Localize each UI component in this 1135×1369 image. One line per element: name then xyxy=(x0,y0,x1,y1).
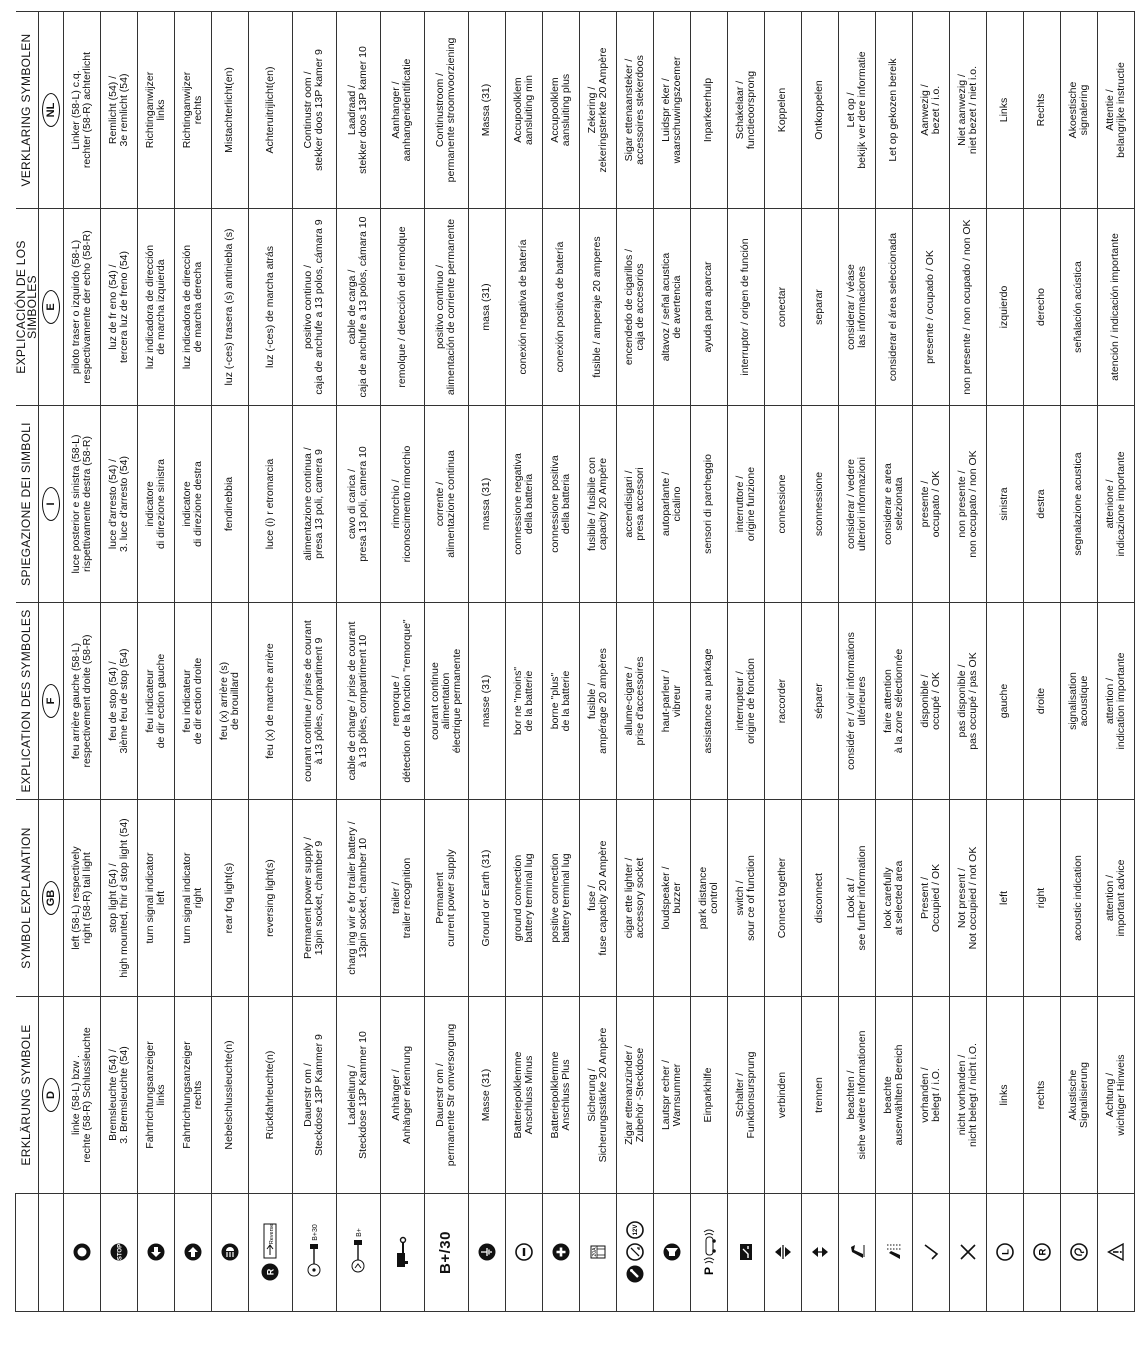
fuse-icon xyxy=(589,1244,607,1262)
warning-icon xyxy=(1107,1244,1125,1262)
description-lang-e: encendedo de cigarillos / caja de accesorios xyxy=(616,209,653,406)
svg-text:12V: 12V xyxy=(632,1225,639,1236)
svg-text:R: R xyxy=(265,1269,276,1276)
symbol-row xyxy=(542,12,579,1312)
description-lang-i: massa (31) xyxy=(468,406,505,603)
description-lang-f: feu indicateur de dir ection gauche xyxy=(137,603,174,800)
symbol-row xyxy=(1060,12,1097,1312)
12v-icon xyxy=(626,1222,644,1240)
svg-text:Reverse: Reverse xyxy=(269,1224,275,1245)
symbol-cell xyxy=(505,1194,542,1312)
svg-text:STOP: STOP xyxy=(117,1244,123,1261)
description-lang-gb: turn signal indicator left xyxy=(137,800,174,997)
symbol-cell xyxy=(1097,1194,1134,1312)
description-lang-nl: Aanwezig / bezet / i.o. xyxy=(912,12,949,209)
header-title: ERKLÄRUNG SYMBOLE xyxy=(16,997,39,1194)
symbol-table-rotated xyxy=(13,16,1127,1312)
description-lang-nl: Koppelen xyxy=(764,12,801,209)
description-lang-e: separar xyxy=(801,209,838,406)
description-lang-d: beachte auserwählten Bereich xyxy=(875,997,912,1194)
ground-icon xyxy=(478,1244,496,1262)
description-lang-d: trennen xyxy=(801,997,838,1194)
description-lang-gb: Permanent power supply / 13pin socket, chamber 9 xyxy=(292,800,336,997)
description-lang-e: fusible / amperaje 20 amperes xyxy=(579,209,616,406)
description-lang-gb: left xyxy=(986,800,1023,997)
description-lang-d: vorhanden / belegt / i.O. xyxy=(912,997,949,1194)
description-lang-f: cable de charge / prise de courant à 13 pôles, compartiment 10 xyxy=(336,603,380,800)
description-lang-gb: Not present / Not occupied / not OK xyxy=(949,800,986,997)
turn-left-icon xyxy=(147,1244,165,1262)
description-lang-f: masse (31) xyxy=(468,603,505,800)
symbol-cell xyxy=(690,1194,727,1312)
description-lang-gb: Present / Occupied / OK xyxy=(912,800,949,997)
description-lang-d: links xyxy=(986,997,1023,1194)
symbol-cell xyxy=(727,1194,764,1312)
description-lang-f: considér er / voir informations ultérieures xyxy=(838,603,875,800)
symbol-cell xyxy=(764,1194,801,1312)
description-lang-nl: Niet aanwezig / niet bezet / niet i.o. xyxy=(949,12,986,209)
description-lang-i: corrente / alimentazione continua xyxy=(424,406,468,603)
header-title: EXPLICATION DES SYMBOLES xyxy=(16,603,39,800)
switch-icon xyxy=(737,1244,755,1262)
symbol-row xyxy=(248,12,292,1312)
description-lang-nl: Mistachterlicht(en) xyxy=(211,12,248,209)
description-lang-gb: Permanent current power supply xyxy=(424,800,468,997)
description-lang-nl: Aanhanger / aanhangeridentificatie xyxy=(380,12,424,209)
symbol-cell xyxy=(579,1194,616,1312)
svg-text:20A: 20A xyxy=(591,1248,598,1257)
symbol-cell xyxy=(380,1194,424,1312)
symbol-row xyxy=(616,12,653,1312)
description-lang-i: destra xyxy=(1023,406,1060,603)
cross-icon xyxy=(959,1244,977,1262)
symbol-cell xyxy=(653,1194,690,1312)
description-lang-f: feu indicateur de dir ection droite xyxy=(174,603,211,800)
description-lang-d: Sicherung / Sicherungsstärke 20 Ampère xyxy=(579,997,616,1194)
symbol-cell xyxy=(986,1194,1023,1312)
description-lang-gb: trailer / trailer recognition xyxy=(380,800,424,997)
symbol-row xyxy=(727,12,764,1312)
description-lang-f: disponible / occupé / OK xyxy=(912,603,949,800)
description-lang-nl: Rechts xyxy=(1023,12,1060,209)
description-lang-d: Achtung / wichtiger Hinweis xyxy=(1097,997,1134,1194)
description-lang-i: fusibile / fusibile con capacity 20 Ampère xyxy=(579,406,616,603)
description-lang-e: derecho xyxy=(1023,209,1060,406)
minus-icon xyxy=(515,1244,533,1262)
symbol-label: B+30 xyxy=(311,1224,319,1241)
description-lang-d: Nebelschlussleuchte(n) xyxy=(211,997,248,1194)
description-lang-e: considerar / véase las informaciones xyxy=(838,209,875,406)
symbol-cell xyxy=(1060,1194,1097,1312)
description-lang-d: Fahrtrichtungsanzeiger links xyxy=(137,997,174,1194)
description-lang-f: borne "plus" de la batterie xyxy=(542,603,579,800)
description-lang-nl: Schakelaar / functieoorsprong xyxy=(727,12,764,209)
symbol-cell xyxy=(1023,1194,1060,1312)
buzzer-icon xyxy=(663,1244,681,1262)
description-lang-nl: Let op gekozen bereik xyxy=(875,12,912,209)
description-lang-i: luce posterior e sinistra (58-L) rispettivamente destra (58-R) xyxy=(63,406,100,603)
symbol-cell xyxy=(63,1194,100,1312)
description-lang-e: interruptor / origen de función xyxy=(727,209,764,406)
symbol-row xyxy=(1023,12,1060,1312)
description-lang-nl: Accupoolklem aansluiting plus xyxy=(542,12,579,209)
description-lang-nl: Luidspr eker / waarschuwingszoemer xyxy=(653,12,690,209)
symbol-cell xyxy=(424,1194,468,1312)
description-lang-i: fendinebbia xyxy=(211,406,248,603)
description-lang-i: connessione xyxy=(764,406,801,603)
symbol-row xyxy=(137,12,174,1312)
description-lang-e: masa (31) xyxy=(468,209,505,406)
description-lang-d: Zigar ettenanzünder / Zubehör -Steckdose xyxy=(616,997,653,1194)
symbol-cell xyxy=(248,1194,292,1312)
description-lang-nl: Akoestische signalering xyxy=(1060,12,1097,209)
description-lang-i: accendisigari / presa accessori xyxy=(616,406,653,603)
description-lang-i: connessione positiva della batteria xyxy=(542,406,579,603)
symbol-row xyxy=(424,12,468,1312)
description-lang-i: segnalazione acustica xyxy=(1060,406,1097,603)
description-lang-i: rimorchio / riconoscimento rimorchio xyxy=(380,406,424,603)
description-lang-i: sensori di parcheggio xyxy=(690,406,727,603)
description-lang-d: Batteriepolklemme Anschluss Plus xyxy=(542,997,579,1194)
description-lang-e: luz indicadora de dirección de marcha derecha xyxy=(174,209,211,406)
description-lang-i: sinistra xyxy=(986,406,1023,603)
description-lang-e: conectar xyxy=(764,209,801,406)
description-lang-i: alimentazione continua / presa 13 poli, camera 9 xyxy=(292,406,336,603)
description-lang-gb: switch / sour ce of function xyxy=(727,800,764,997)
description-lang-i: luce d'arresto (54) / 3. luce d'arresto (54) xyxy=(100,406,137,603)
symbol-cell xyxy=(174,1194,211,1312)
description-lang-f: feu (x) arrière (s) de brouillard xyxy=(211,603,248,800)
description-lang-f: assistance au parkage xyxy=(690,603,727,800)
symbol-row xyxy=(100,12,137,1312)
description-lang-d: Schalter / Funktionsursprung xyxy=(727,997,764,1194)
description-lang-f: feu (x) de marche arrière xyxy=(248,603,292,800)
description-lang-e: positivo continuo / caja de anchufe a 13 polos, cámara 9 xyxy=(292,209,336,406)
description-lang-e: señalación acústica xyxy=(1060,209,1097,406)
description-lang-f: raccorder xyxy=(764,603,801,800)
plus-icon xyxy=(552,1244,570,1262)
description-lang-d: Anhänger / Anhänger erkennung xyxy=(380,997,424,1194)
description-lang-i: attenione / indicazione importante xyxy=(1097,406,1134,603)
description-lang-i: luce (i) r etromarcia xyxy=(248,406,292,603)
description-lang-e: cable de carga / caja de anchufe a 13 polos, cámara 10 xyxy=(336,209,380,406)
description-lang-gb: Connect together xyxy=(764,800,801,997)
description-lang-i: connessione negativa della batteria xyxy=(505,406,542,603)
stop-light-icon xyxy=(110,1244,128,1262)
description-lang-i: interruttore / origine funzione xyxy=(727,406,764,603)
description-lang-nl: Richtinganwijzer links xyxy=(137,12,174,209)
description-lang-nl: Continustroom / permanente stroomvoorziening xyxy=(424,12,468,209)
look-area-icon xyxy=(885,1243,903,1263)
description-lang-i: considerar / vedere ulteriori informazioni xyxy=(838,406,875,603)
description-lang-gb: cigar ette lighter / accessory socket xyxy=(616,800,653,997)
description-lang-e: considerar el área seleccionada xyxy=(875,209,912,406)
description-lang-nl: Attentie / belangrijke instructie xyxy=(1097,12,1134,209)
header-code-empty xyxy=(38,1194,63,1312)
description-lang-nl: Ontkoppelen xyxy=(801,12,838,209)
description-lang-f: courant continue alimentation électrique permanente xyxy=(424,603,468,800)
description-lang-i: non presente / non occupato / non OK xyxy=(949,406,986,603)
description-lang-i: presente / occupato / OK xyxy=(912,406,949,603)
description-lang-f: séparer xyxy=(801,603,838,800)
symbol-cell xyxy=(100,1194,137,1312)
description-lang-nl: Laadraad / stekker doos 13P kamer 10 xyxy=(336,12,380,209)
description-lang-d: Akustische Signalisierung xyxy=(1060,997,1097,1194)
look-hand-icon xyxy=(848,1244,866,1262)
language-badge: E xyxy=(42,290,60,324)
left-l-icon xyxy=(996,1244,1014,1262)
language-badge: NL xyxy=(42,93,60,127)
symbol-cell xyxy=(949,1194,986,1312)
description-lang-f: signalisation acoustique xyxy=(1060,603,1097,800)
description-lang-d: Masse (31) xyxy=(468,997,505,1194)
description-lang-e: izquierdo xyxy=(986,209,1023,406)
description-lang-e: luz (-ces) de marcha atrás xyxy=(248,209,292,406)
description-lang-d: Dauerstr om / permanente Str omversorgung xyxy=(424,997,468,1194)
description-lang-d: Batteriepolklemme Anschluss Minus xyxy=(505,997,542,1194)
reverse-sign-icon xyxy=(261,1224,279,1260)
description-lang-e: altavoz / señal acustica de avertencia xyxy=(653,209,690,406)
description-lang-gb: Look at / see further information xyxy=(838,800,875,997)
description-lang-e: positivo continuo / alimentación de corriente permanente xyxy=(424,209,468,406)
symbol-row xyxy=(764,12,801,1312)
symbol-row xyxy=(690,12,727,1312)
description-lang-nl: Achteruitrijlicht(en) xyxy=(248,12,292,209)
symbol-row xyxy=(505,12,542,1312)
description-lang-nl: Accupoolklem aansluiting min xyxy=(505,12,542,209)
description-lang-gb: charg ing wir e for trailer battery / 13pin socket, chamber 10 xyxy=(336,800,380,997)
description-lang-gb: positive connection battery terminal lug xyxy=(542,800,579,997)
connect-icon xyxy=(774,1244,792,1262)
description-lang-e: ayuda para aparcar xyxy=(690,209,727,406)
description-lang-d: verbinden xyxy=(764,997,801,1194)
svg-text:P: P xyxy=(701,1267,716,1276)
description-lang-d: Lautspr echer / Warnsummer xyxy=(653,997,690,1194)
description-lang-i: considerar e area selezionata xyxy=(875,406,912,603)
description-lang-e: luz indicadora de dirección de marcha izquierda xyxy=(137,209,174,406)
description-lang-nl: Remlicht (54) / 3e remlicht (54) xyxy=(100,12,137,209)
description-lang-d: linke (58-L) bzw . rechte (58-R) Schlussleuchte xyxy=(63,997,100,1194)
symbol-row xyxy=(875,12,912,1312)
header-title: EXPLICACIÓN DE LOS SIMBOLES xyxy=(16,209,39,406)
description-lang-e: conexión negativa de batería xyxy=(505,209,542,406)
description-lang-gb: rear fog light(s) xyxy=(211,800,248,997)
symbol-row xyxy=(986,12,1023,1312)
header-title: VERKLARING SYMBOLEN xyxy=(16,12,39,209)
description-lang-f: gauche xyxy=(986,603,1023,800)
symbol-cell xyxy=(616,1194,653,1312)
description-lang-gb: loudspeaker / buzzer xyxy=(653,800,690,997)
symbol-row xyxy=(579,12,616,1312)
header-title: SYMBOL EXPLANATION xyxy=(16,800,39,997)
description-lang-d: Einparkhilfe xyxy=(690,997,727,1194)
svg-text:R: R xyxy=(1037,1249,1048,1256)
description-lang-i: indicatore di direzione sinistra xyxy=(137,406,174,603)
symbol-row xyxy=(801,12,838,1312)
description-lang-e: piloto traser o izquirdo (58-L) respectivamente der echo (58-R) xyxy=(63,209,100,406)
description-lang-d: rechts xyxy=(1023,997,1060,1194)
symbol-row xyxy=(174,12,211,1312)
header-title: SPIEGAZIONE DEI SIMBOLI xyxy=(16,406,39,603)
svg-text:L: L xyxy=(1000,1249,1011,1256)
description-lang-f: faire attention à la zone sélectionnée xyxy=(875,603,912,800)
description-lang-d: beachten / siehe weitere Informationen xyxy=(838,997,875,1194)
description-lang-nl: Sigar ettenaansteker / accessoires stekerdoos xyxy=(616,12,653,209)
symbol-row xyxy=(912,12,949,1312)
symbol-row xyxy=(336,12,380,1312)
socket-icon xyxy=(626,1244,644,1262)
description-lang-f: remorque / détection de la fonction "remorque" xyxy=(380,603,424,800)
symbol-cell xyxy=(912,1194,949,1312)
symbol-cell xyxy=(292,1194,336,1312)
trailer-icon xyxy=(393,1237,411,1269)
symbol-row xyxy=(949,12,986,1312)
description-lang-nl: Linker (58-L) c.q. rechter (58-R) achterlicht xyxy=(63,12,100,209)
symbol-row xyxy=(838,12,875,1312)
park-assist-icon xyxy=(700,1228,718,1278)
description-lang-nl: Continustr oom / stekker doos 13P kamer 9 xyxy=(292,12,336,209)
description-lang-f: interrupteur / origine de fonction xyxy=(727,603,764,800)
description-lang-d: Ladeleitung / Steckdose 13P Kammer 10 xyxy=(336,997,380,1194)
symbol-row xyxy=(63,12,100,1312)
description-lang-gb: left (58-L) respectively right (58-R) tail light xyxy=(63,800,100,997)
description-lang-nl: Inparkeerhulp xyxy=(690,12,727,209)
symbol-table xyxy=(15,11,1135,1312)
description-lang-d: Rückfahrleuchte(n) xyxy=(248,997,292,1194)
cigar-lighter-icon xyxy=(626,1266,644,1284)
description-lang-nl: Massa (31) xyxy=(468,12,505,209)
description-lang-gb: ground connection battery terminal lug xyxy=(505,800,542,997)
description-lang-d: Dauerstr om / Steckdose 13P Kammer 9 xyxy=(292,997,336,1194)
description-lang-f: feu de stop (54) / 3ième feu de stop (54) xyxy=(100,603,137,800)
description-lang-nl: Let op / bekijk ver dere informatie xyxy=(838,12,875,209)
description-lang-d: Bremsleuchte (54) / 3. Bremsleuchte (54) xyxy=(100,997,137,1194)
description-lang-nl: Links xyxy=(986,12,1023,209)
symbol-cell xyxy=(211,1194,248,1312)
check-icon xyxy=(922,1244,940,1262)
description-lang-gb: stop light (54) / high mounted, thir d stop light (54) xyxy=(100,800,137,997)
symbol-cell xyxy=(468,1194,505,1312)
language-badge: F xyxy=(42,684,60,718)
description-lang-gb: right xyxy=(1023,800,1060,997)
acoustic-icon xyxy=(1070,1244,1088,1262)
description-lang-f: pas disponible / pas occupé / pas OK xyxy=(949,603,986,800)
description-lang-e: luz (-ces) trasera (s) antiniebla (s) xyxy=(211,209,248,406)
symbol-label: B+/30 xyxy=(436,1231,454,1274)
disconnect-icon xyxy=(811,1244,829,1262)
symbol-row xyxy=(211,12,248,1312)
description-lang-i: sconnessione xyxy=(801,406,838,603)
description-lang-f: feu arrière gauche (58-L) respectivement droite (58-R) xyxy=(63,603,100,800)
symbol-cell xyxy=(838,1194,875,1312)
description-lang-e: remolque / detección del remolque xyxy=(380,209,424,406)
header-empty xyxy=(16,1194,39,1312)
symbol-cell xyxy=(801,1194,838,1312)
description-lang-f: haut-parleur / vibreur xyxy=(653,603,690,800)
symbol-row xyxy=(468,12,505,1312)
description-lang-gb: look carefully at selected area xyxy=(875,800,912,997)
language-badge: I xyxy=(42,487,60,521)
description-lang-f: fusible / ampérage 20 ampères xyxy=(579,603,616,800)
description-lang-gb: fuse / fuse capacity 20 Ampère xyxy=(579,800,616,997)
description-lang-f: droite xyxy=(1023,603,1060,800)
symbol-cell xyxy=(137,1194,174,1312)
symbol-row xyxy=(1097,12,1134,1312)
description-lang-f: bor ne "moins" de la batterie xyxy=(505,603,542,800)
rear-fog-icon xyxy=(221,1244,239,1262)
description-lang-gb: attention / important advice xyxy=(1097,800,1134,997)
description-lang-i: autoparlante / cicalino xyxy=(653,406,690,603)
description-lang-d: nicht vorhanden / nicht belegt / nicht i.O. xyxy=(949,997,986,1194)
description-lang-nl: Zekering / zekeringsterkte 20 Ampère xyxy=(579,12,616,209)
description-lang-i: cavo di carica / presa 13 poli, camera 10 xyxy=(336,406,380,603)
symbol-cell xyxy=(542,1194,579,1312)
description-lang-gb: reversing light(s) xyxy=(248,800,292,997)
description-lang-gb: turn signal indicator right xyxy=(174,800,211,997)
language-badge: GB xyxy=(42,881,60,915)
description-lang-i: indicatore di direzione destra xyxy=(174,406,211,603)
description-lang-e: non presente / non ocupado / non OK xyxy=(949,209,986,406)
description-lang-f: courant continue / prise de courant à 13 pôles, compartiment 9 xyxy=(292,603,336,800)
description-lang-gb: Ground or Earth (31) xyxy=(468,800,505,997)
symbol-cell xyxy=(336,1194,380,1312)
description-lang-f: allume-cigare / prise d'accessoires xyxy=(616,603,653,800)
reverse-light-icon xyxy=(261,1264,279,1282)
plug-socket-icon xyxy=(305,1243,323,1279)
description-lang-e: atención / indicación importante xyxy=(1097,209,1134,406)
right-r-icon xyxy=(1033,1244,1051,1262)
tail-light-icon xyxy=(73,1244,91,1262)
description-lang-f: attention / indication importante xyxy=(1097,603,1134,800)
language-badge: D xyxy=(42,1078,60,1112)
charging-plug-icon xyxy=(349,1239,367,1275)
symbol-cell xyxy=(875,1194,912,1312)
description-lang-gb: park distance control xyxy=(690,800,727,997)
symbol-row xyxy=(292,12,336,1312)
turn-right-icon xyxy=(184,1244,202,1262)
description-lang-d: Fahrtrichtungsanzeiger rechts xyxy=(174,997,211,1194)
symbol-row xyxy=(380,12,424,1312)
description-lang-nl: Richtinganwijzer rechts xyxy=(174,12,211,209)
description-lang-gb: disconnect xyxy=(801,800,838,997)
symbol-label: B+ xyxy=(355,1228,363,1237)
symbol-row xyxy=(653,12,690,1312)
description-lang-e: presente / ocupado / OK xyxy=(912,209,949,406)
description-lang-gb: acoustic indication xyxy=(1060,800,1097,997)
description-lang-e: luz de fr eno (54) / tercera luz de freno (54) xyxy=(100,209,137,406)
description-lang-e: conexión positiva de batería xyxy=(542,209,579,406)
